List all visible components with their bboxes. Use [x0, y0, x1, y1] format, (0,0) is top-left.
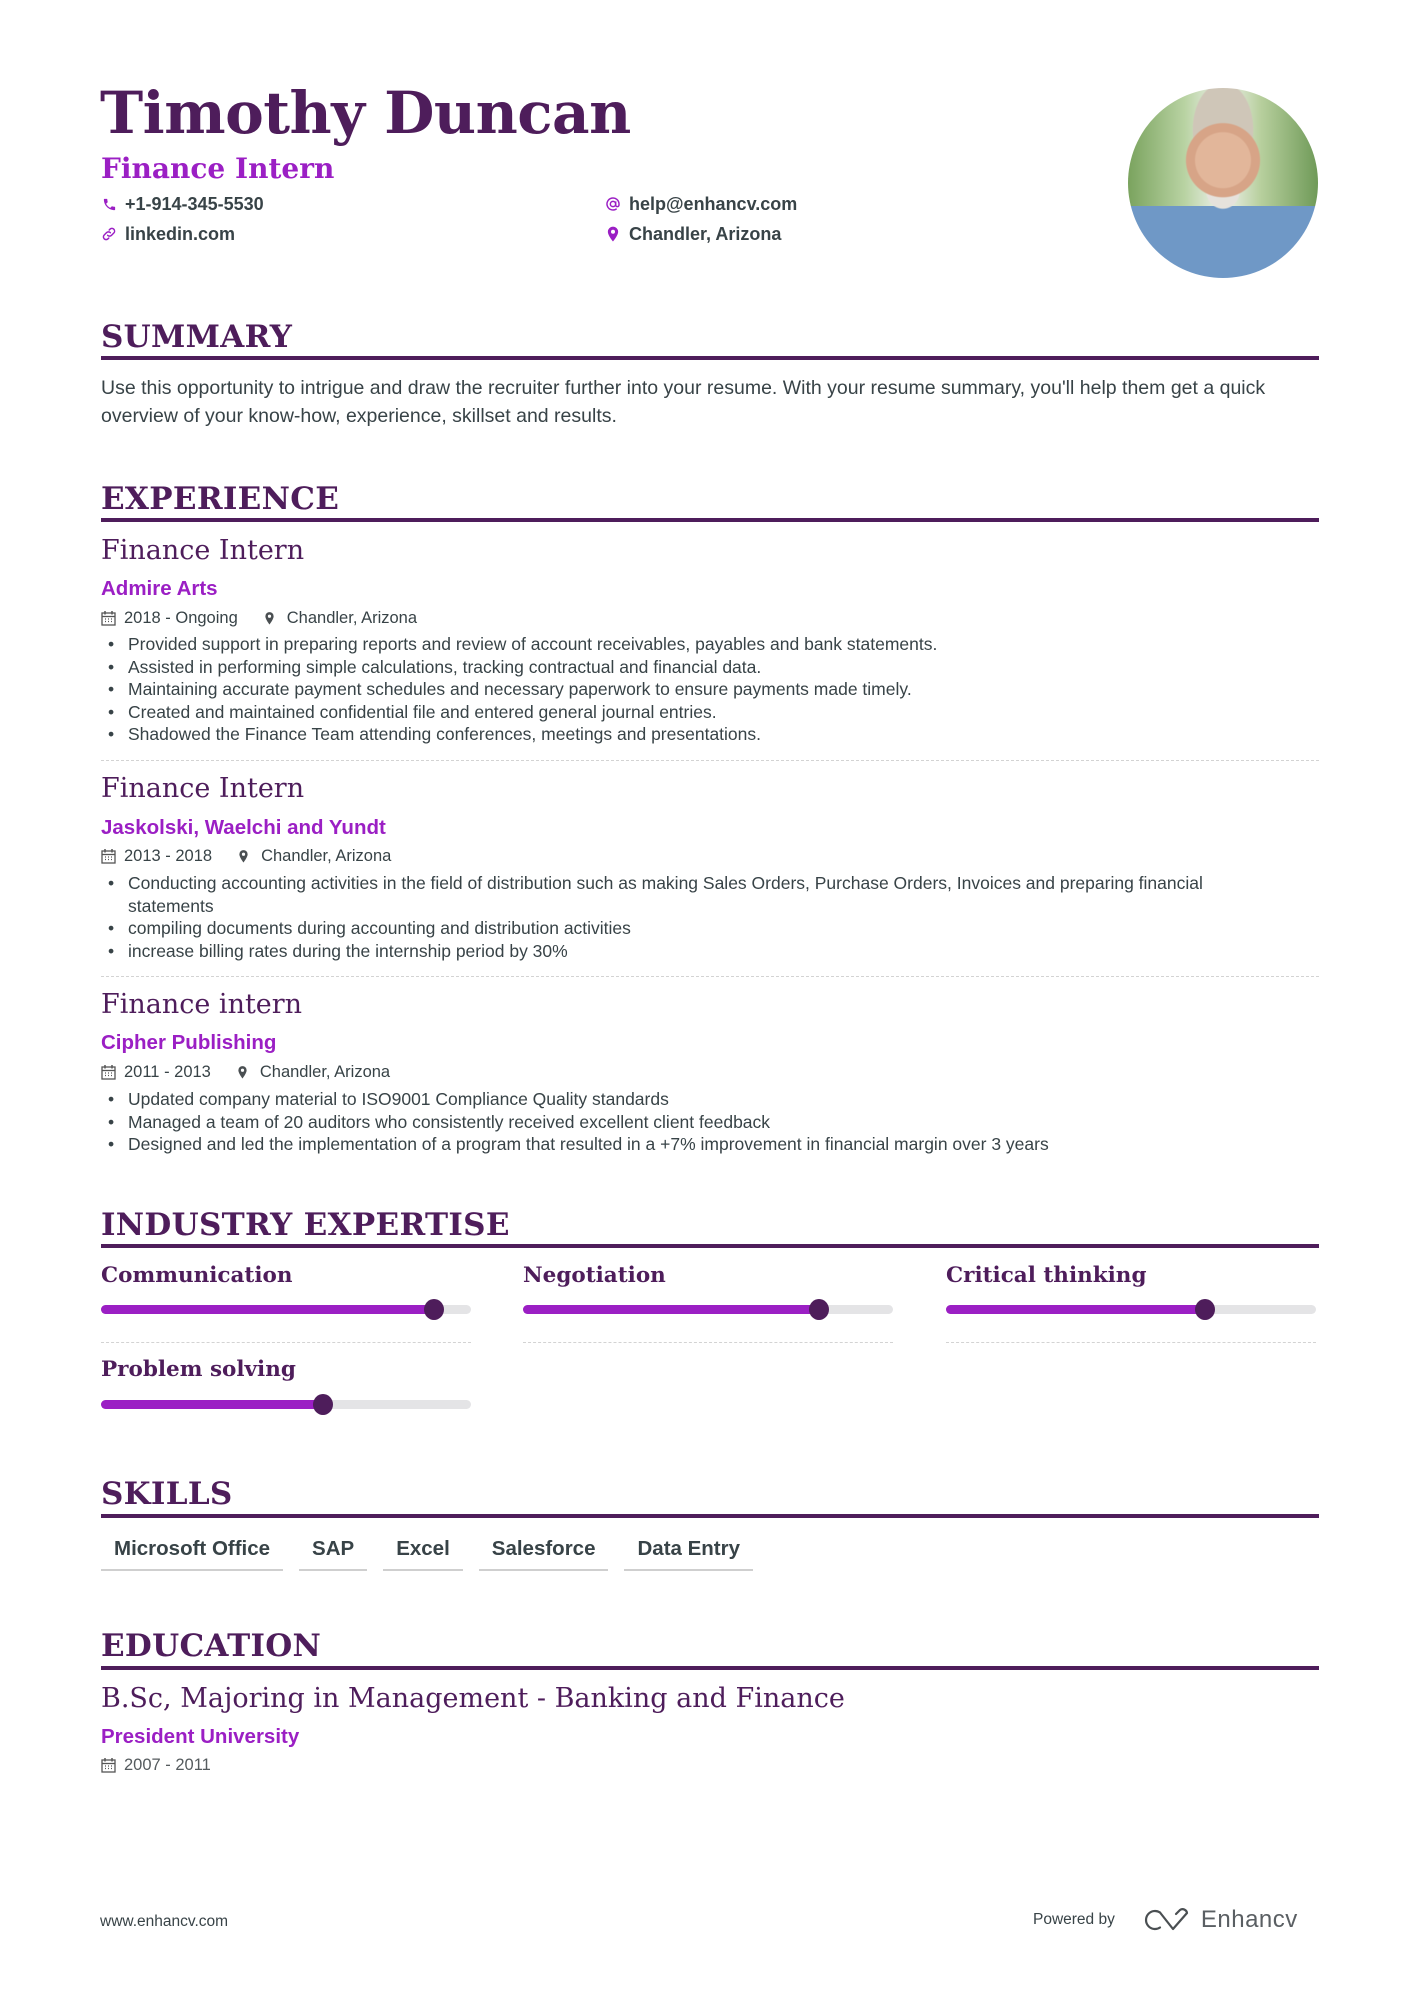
at-icon: [605, 196, 621, 212]
job-meta: [101, 845, 391, 867]
calendar-icon: [101, 848, 117, 864]
job-bullet: • Provided support in preparing reports and review of account receivables, payables and bank statements.: [101, 633, 1319, 656]
expertise-label: Communication: [101, 1263, 293, 1288]
education-school: President University: [101, 1725, 300, 1748]
location-pin-icon: [237, 1064, 253, 1080]
skill-tag: Excel: [383, 1537, 463, 1571]
skill-tag: SAP: [299, 1537, 367, 1571]
contact-linkedin[interactable]: [101, 222, 235, 246]
location-pin-icon: [605, 226, 621, 242]
expertise-level-knob: [1195, 1299, 1215, 1320]
job-company: Admire Arts: [101, 577, 218, 600]
profile-photo: [1128, 88, 1318, 278]
expertise-level-fill: [523, 1305, 819, 1314]
section-divider: [101, 518, 1319, 522]
skills-list: [101, 1537, 753, 1571]
expertise-divider: [523, 1342, 893, 1343]
expertise-divider: [946, 1342, 1316, 1343]
calendar-icon: [101, 1757, 117, 1773]
section-divider: [101, 1244, 1319, 1248]
job-bullet: • Maintaining accurate payment schedules and necessary paperwork to ensure payments made timely.: [101, 678, 1319, 701]
job-dates: 2018 - Ongoing: [124, 609, 238, 627]
linkedin-text[interactable]: linkedin.com: [125, 224, 236, 244]
section-title-summary: SUMMARY: [101, 319, 293, 355]
section-divider: [101, 1666, 1319, 1670]
section-title-education: EDUCATION: [101, 1628, 322, 1664]
job-divider: [101, 976, 1319, 977]
expertise-level-knob: [424, 1299, 444, 1320]
job-role: Finance Intern: [101, 773, 305, 804]
location-pin-icon: [238, 848, 254, 864]
contact-location: [605, 222, 781, 246]
expertise-label: Critical thinking: [946, 1263, 1147, 1288]
section-divider: [101, 1514, 1319, 1518]
expertise-level-bar: [523, 1305, 893, 1314]
section-title-experience: EXPERIENCE: [101, 481, 340, 517]
job-bullets: [101, 872, 1281, 962]
section-divider: [101, 356, 1319, 360]
contact-phone: [101, 192, 264, 216]
phone-text: +1-914-345-5530: [125, 194, 264, 214]
job-location: Chandler, Arizona: [259, 1063, 391, 1081]
job-bullet: • Updated company material to ISO9001 Compliance Quality standards: [101, 1088, 1319, 1111]
footer-powered-by[interactable]: [1033, 1906, 1298, 1934]
phone-icon: [101, 196, 117, 212]
expertise-level-knob: [809, 1299, 829, 1320]
location-pin-icon: [264, 610, 280, 626]
job-meta: [101, 607, 417, 629]
location-text: Chandler, Arizona: [629, 224, 782, 244]
education-dates: 2007 - 2011: [124, 1756, 211, 1774]
candidate-title: Finance Intern: [101, 152, 335, 185]
education-meta: [101, 1754, 211, 1776]
job-bullet: • Created and maintained confidential file and entered general journal entries.: [101, 701, 1319, 724]
job-company: Jaskolski, Waelchi and Yundt: [101, 816, 386, 839]
powered-by-text: Powered by: [1033, 1911, 1115, 1928]
job-divider: [101, 760, 1319, 761]
contact-email[interactable]: [605, 192, 797, 216]
expertise-divider: [101, 1342, 471, 1343]
skill-tag: Data Entry: [624, 1537, 753, 1571]
job-role: Finance Intern: [101, 535, 305, 566]
enhancv-logo-icon: [1143, 1907, 1191, 1933]
expertise-level-bar: [946, 1305, 1316, 1314]
job-role: Finance intern: [101, 989, 303, 1020]
footer-website-link[interactable]: www.enhancv.com: [100, 1913, 229, 1930]
job-company: Cipher Publishing: [101, 1031, 277, 1054]
expertise-level-fill: [946, 1305, 1205, 1314]
expertise-level-bar: [101, 1305, 471, 1314]
section-title-expertise: INDUSTRY EXPERTISE: [101, 1207, 510, 1243]
job-location: Chandler, Arizona: [261, 847, 392, 865]
expertise-label: Problem solving: [101, 1357, 296, 1382]
education-degree: B.Sc, Majoring in Management - Banking and Finance: [101, 1683, 845, 1714]
summary-text: Use this opportunity to intrigue and draw the recruiter further into your resume. With your resume summary, you'll help them get a quick overview of your know-how, experience, skillset and results.: [101, 377, 1266, 427]
job-bullets: [101, 633, 1319, 746]
job-bullet: • increase billing rates during the internship period by 30%: [101, 940, 1281, 963]
job-dates: 2013 - 2018: [124, 847, 213, 865]
expertise-level-fill: [101, 1305, 434, 1314]
expertise-label: Negotiation: [523, 1263, 666, 1288]
job-bullet: • Shadowed the Finance Team attending conferences, meetings and presentations.: [101, 723, 1319, 746]
job-meta: [101, 1061, 390, 1083]
expertise-level-bar: [101, 1400, 471, 1409]
skill-tag: Salesforce: [479, 1537, 609, 1571]
expertise-level-knob: [313, 1394, 333, 1415]
brand-name: Enhancv: [1200, 1906, 1298, 1933]
job-bullet: • Conducting accounting activities in the field of distribution such as making Sales Orders, Purchase Orders, Invoices and preparing financial statements: [101, 872, 1281, 917]
job-bullet: • compiling documents during accounting and distribution activities: [101, 917, 1281, 940]
job-bullets: [101, 1088, 1319, 1156]
expertise-level-fill: [101, 1400, 323, 1409]
job-bullet: • Assisted in performing simple calculations, tracking contractual and financial data.: [101, 656, 1319, 679]
job-bullet: • Designed and led the implementation of a program that resulted in a +7% improvement in financial margin over 3 years: [101, 1133, 1319, 1156]
email-text[interactable]: help@enhancv.com: [629, 194, 798, 214]
job-dates: 2011 - 2013: [124, 1063, 211, 1081]
section-title-skills: SKILLS: [101, 1476, 233, 1512]
skill-tag: Microsoft Office: [101, 1537, 283, 1571]
calendar-icon: [101, 1064, 117, 1080]
candidate-name: Timothy Duncan: [100, 79, 631, 147]
calendar-icon: [101, 610, 117, 626]
job-location: Chandler, Arizona: [286, 609, 418, 627]
job-bullet: • Managed a team of 20 auditors who consistently received excellent client feedback: [101, 1111, 1319, 1134]
link-icon: [101, 226, 117, 242]
